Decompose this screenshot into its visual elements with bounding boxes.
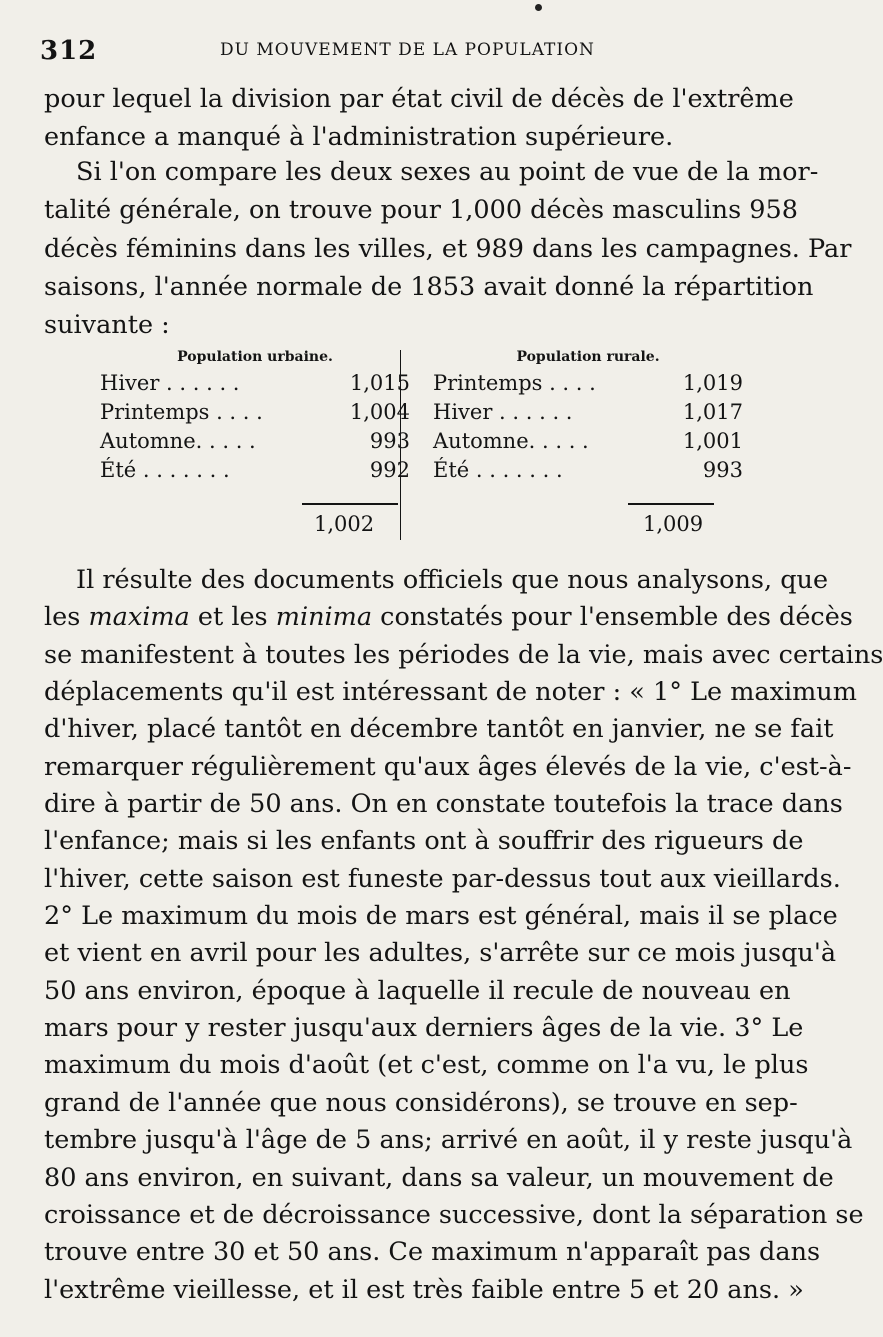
- table-row: [100, 456, 410, 485]
- table-row: [100, 427, 410, 456]
- row-label: Automne. . . . .: [100, 429, 256, 453]
- text-line: dire à partir de 50 ans. On en constate toutefois la trace dans: [44, 789, 843, 820]
- table-row: [433, 398, 743, 427]
- page-number: 312: [40, 36, 98, 66]
- text-line: maximum du mois d'août (et c'est, comme on l'a vu, le plus: [44, 1050, 809, 1081]
- text-line: croissance et de décroissance successive, dont la séparation se: [44, 1199, 864, 1230]
- row-label: Automne. . . . .: [433, 429, 589, 453]
- row-value: 993: [702, 458, 743, 482]
- text-line: grand de l'année que nous considérons), se trouve en sep-: [44, 1087, 798, 1118]
- text-line: talité générale, on trouve pour 1,000 décès masculins 958: [44, 195, 798, 226]
- text-line: Il résulte des documents officiels que nous analysons, que: [76, 565, 829, 595]
- rural-total-rule: [628, 503, 714, 505]
- table-row: [433, 456, 743, 485]
- text-line: remarquer régulièrement qu'aux âges élevés de la vie, c'est-à-: [44, 751, 852, 782]
- paragraph-1: [44, 80, 794, 157]
- text-line: enfance a manqué à l'administration supérieure.: [44, 122, 674, 153]
- rural-total: 1,009: [643, 512, 704, 536]
- text-line: suivante :: [44, 310, 170, 341]
- column-divider: [400, 350, 401, 540]
- text-line: l'extrême vieillesse, et il est très faible entre 5 et 20 ans. »: [44, 1274, 804, 1305]
- rural-title: Population rurale.: [516, 349, 660, 365]
- table-row: [433, 369, 743, 398]
- text-line: pour lequel la division par état civil de décès de l'extrême: [44, 84, 794, 114]
- text-line: saisons, l'année normale de 1853 avait donné la répartition: [44, 271, 814, 302]
- ink-dot: [535, 4, 542, 11]
- text-line: 2° Le maximum du mois de mars est général, mais il se place: [44, 901, 838, 932]
- row-value: 1,001: [682, 429, 743, 453]
- text-line: l'hiver, cette saison est funeste par-dessus tout aux vieillards.: [44, 863, 841, 894]
- text-line: Si l'on compare les deux sexes au point de vue de la mor-: [76, 157, 819, 187]
- rural-column: [433, 345, 743, 485]
- text-line: mars pour y rester jusqu'aux derniers âges de la vie. 3° Le: [44, 1013, 804, 1044]
- row-value: 1,015: [349, 371, 410, 395]
- text-line: l'enfance; mais si les enfants ont à souffrir des rigueurs de: [44, 826, 804, 857]
- text-line: se manifestent à toutes les périodes de la vie, mais avec certains: [44, 639, 883, 670]
- paragraph-3: [44, 562, 883, 1309]
- page-header: [40, 36, 760, 68]
- row-label: Printemps . . . .: [433, 371, 596, 395]
- text-line: 50 ans environ, époque à laquelle il recule de nouveau en: [44, 975, 791, 1006]
- text-line: d'hiver, placé tantôt en décembre tantôt en janvier, ne se fait: [44, 714, 834, 745]
- row-value: 1,019: [682, 371, 743, 395]
- text-line: tembre jusqu'à l'âge de 5 ans; arrivé en août, il y reste jusqu'à: [44, 1125, 853, 1156]
- urban-title: Population urbaine.: [177, 349, 333, 365]
- text-line: décès féminins dans les villes, et 989 dans les campagnes. Par: [44, 233, 852, 264]
- row-label: Été . . . . . . .: [100, 458, 230, 482]
- row-label: Hiver . . . . . .: [100, 371, 240, 395]
- row-label: Printemps . . . .: [100, 400, 263, 424]
- paragraph-2: [44, 153, 852, 344]
- running-title: DU MOUVEMENT DE LA POPULATION: [220, 40, 595, 60]
- row-value: 1,004: [349, 400, 410, 424]
- text-line: trouve entre 30 et 50 ans. Ce maximum n'apparaît pas dans: [44, 1237, 821, 1268]
- table-row: [100, 369, 410, 398]
- row-label: Hiver . . . . . .: [433, 400, 573, 424]
- table-row: [433, 427, 743, 456]
- row-value: 1,017: [682, 400, 743, 424]
- urban-column: [100, 345, 410, 485]
- urban-total: 1,002: [314, 512, 375, 536]
- urban-total-rule: [302, 503, 398, 505]
- row-label: Été . . . . . . .: [433, 458, 563, 482]
- text-line: 80 ans environ, en suivant, dans sa valeur, un mouvement de: [44, 1162, 834, 1193]
- table-row: [100, 398, 410, 427]
- row-value: 992: [369, 458, 410, 482]
- text-line: déplacements qu'il est intéressant de noter : « 1° Le maximum: [44, 677, 857, 708]
- text-line: et vient en avril pour les adultes, s'arrête sur ce mois jusqu'à: [44, 938, 837, 969]
- row-value: 993: [369, 429, 410, 453]
- text-line: les maxima et les minima constatés pour l'ensemble des décès: [44, 602, 853, 633]
